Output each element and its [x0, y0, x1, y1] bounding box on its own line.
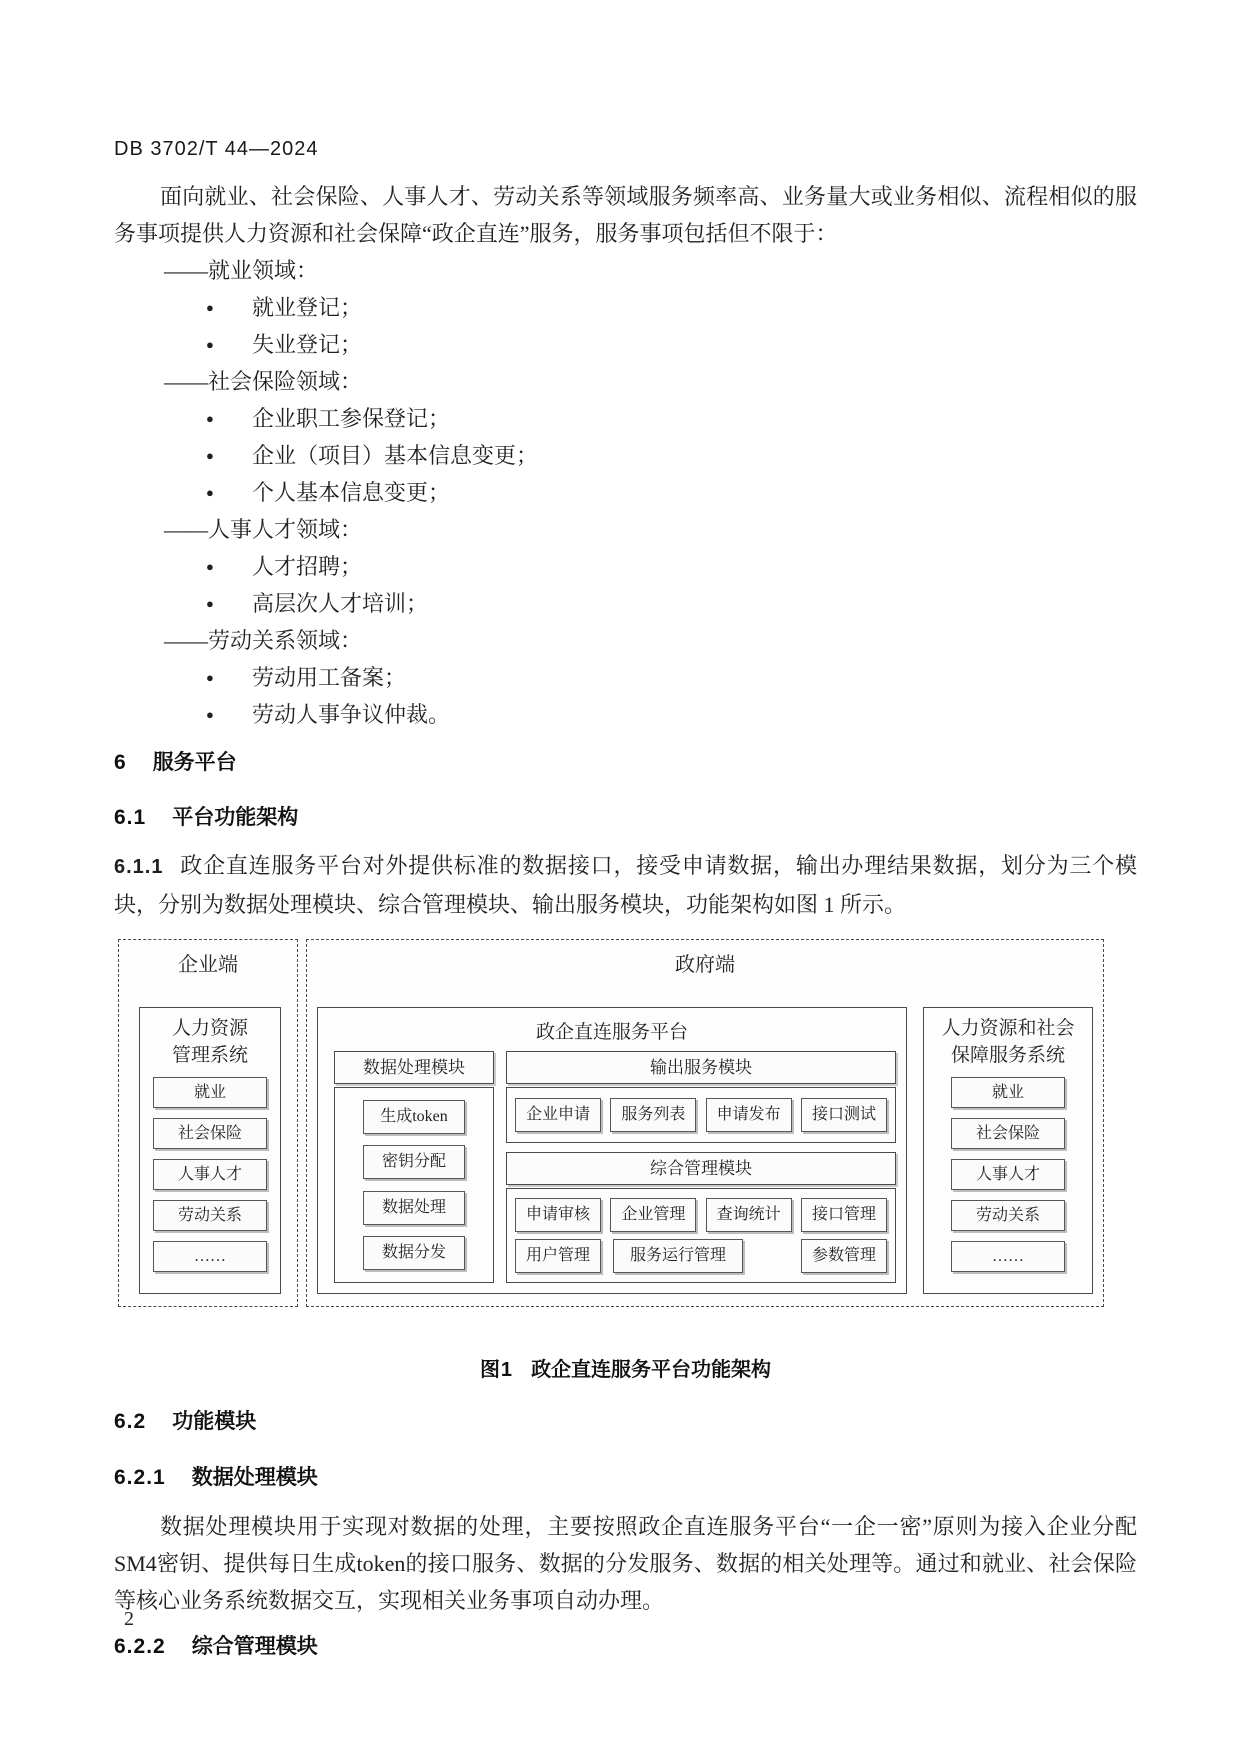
hr-management-system-title: 人力资源 管理系统	[171, 1018, 248, 1066]
ent-item-personnel-talent: 人事人才	[153, 1159, 267, 1190]
direct-connect-platform-box	[317, 1007, 907, 1294]
mgmt-row-2	[515, 1239, 887, 1273]
item-user-mgmt: 用户管理	[515, 1239, 601, 1273]
output-service-module-header: 输出服务模块	[506, 1051, 896, 1084]
output-service-module-body	[506, 1087, 896, 1143]
list-item-bullet: ● 个人基本信息变更；	[114, 474, 1137, 511]
list-item-bullet: ● 失业登记；	[114, 326, 1137, 363]
bullet-icon: ●	[206, 411, 214, 426]
list-item-bullet: ● 高层次人才培训；	[114, 585, 1137, 622]
list-item-bullet: ● 人才招聘；	[114, 548, 1137, 585]
item-parameter-mgmt: 参数管理	[801, 1239, 887, 1273]
item-apply-review: 申请审核	[515, 1198, 601, 1232]
gov-item-employment: 就业	[951, 1077, 1065, 1108]
section-heading-6-2-1: 6.2.1 数据处理模块	[114, 1466, 318, 1489]
list-item-bullet: ● 企业职工参保登记；	[114, 400, 1137, 437]
page-number: 2	[124, 1608, 134, 1630]
list-item-bullet: ● 企业（项目）基本信息变更；	[114, 437, 1137, 474]
standard-number-header: DB 3702/T 44—2024	[114, 138, 319, 160]
platform-body	[318, 1051, 906, 1293]
hr-social-security-system-box	[923, 1007, 1093, 1294]
government-side-content	[307, 980, 1103, 1306]
section-heading-6-2: 6.2 功能模块	[114, 1410, 257, 1433]
item-data-distribution: 数据分发	[363, 1236, 465, 1270]
gov-item-ellipsis: ……	[951, 1241, 1065, 1272]
item-interface-test: 接口测试	[801, 1098, 887, 1132]
bullet-icon: ●	[206, 559, 214, 574]
comprehensive-mgmt-module-body	[506, 1188, 896, 1283]
bullet-icon: ●	[206, 596, 214, 611]
paragraph-6-2-1: 数据处理模块用于实现对数据的处理，主要按照政企直连服务平台“一企一密”原则为接入企业分配SM4密钥、提供每日生成token的接口服务、数据的分发服务、数据的相关处理等。通过和就业、社会保险等核心业务系统数据交互，实现相关业务事项自动办理。	[114, 1514, 1137, 1613]
output-service-module	[506, 1051, 896, 1143]
bullet-icon: ●	[206, 448, 214, 463]
figure-1-architecture-diagram	[118, 939, 1104, 1307]
data-processing-module-body	[334, 1087, 494, 1283]
enterprise-side-title: 企业端	[178, 954, 238, 976]
service-items-list	[114, 252, 1137, 733]
list-item-dash: ——人事人才领域：	[164, 517, 363, 542]
bullet-icon: ●	[206, 707, 214, 722]
item-key-distribution: 密钥分配	[363, 1145, 465, 1179]
comprehensive-mgmt-module	[506, 1152, 896, 1283]
intro-paragraph: 面向就业、社会保险、人事人才、劳动关系等领域服务频率高、业务量大或业务相似、流程相似的服务事项提供人力资源和社会保障“政企直连”服务，服务事项包括但不限于：	[114, 184, 1137, 246]
enterprise-side-panel	[118, 939, 298, 1307]
section-heading-6-1: 6.1 平台功能架构	[114, 806, 299, 829]
gov-item-social-insurance: 社会保险	[951, 1118, 1065, 1149]
hr-management-system-box	[139, 1007, 281, 1294]
bullet-icon: ●	[206, 485, 214, 500]
ent-item-labor-relations: 劳动关系	[153, 1200, 267, 1231]
item-apply-publish: 申请发布	[706, 1098, 792, 1132]
item-generate-token: 生成token	[363, 1100, 465, 1134]
clause-number: 6.1.1	[114, 856, 164, 878]
hr-social-security-system-title: 人力资源和社会 保障服务系统	[941, 1018, 1075, 1066]
list-item-dash: ——劳动关系领域：	[164, 628, 363, 653]
ent-item-ellipsis: ……	[153, 1241, 267, 1272]
list-item-bullet: ● 劳动人事争议仲裁。	[114, 696, 1137, 733]
ent-item-employment: 就业	[153, 1077, 267, 1108]
item-data-processing: 数据处理	[363, 1191, 465, 1225]
government-side-panel	[306, 939, 1104, 1307]
bullet-icon: ●	[206, 300, 214, 315]
mgmt-row-1	[515, 1198, 887, 1232]
government-side-title: 政府端	[675, 954, 735, 976]
bullet-icon: ●	[206, 670, 214, 685]
list-item-dash: ——就业领域：	[164, 258, 319, 283]
platform-title: 政企直连服务平台	[535, 1022, 688, 1043]
item-interface-mgmt: 接口管理	[801, 1198, 887, 1232]
clause-6-1-1: 6.1.1 政企直连服务平台对外提供标准的数据接口，接受申请数据，输出办理结果数据，划分为三个模块，分别为数据处理模块、综合管理模块、输出服务模块，功能架构如图 1 所示。	[114, 853, 1137, 917]
list-item-bullet: ● 劳动用工备案；	[114, 659, 1137, 696]
section-heading-6-2-2: 6.2.2 综合管理模块	[114, 1635, 318, 1658]
item-service-operation-mgmt: 服务运行管理	[613, 1239, 743, 1273]
data-processing-module	[334, 1051, 494, 1283]
item-enterprise-mgmt: 企业管理	[610, 1198, 696, 1232]
item-enterprise-apply: 企业申请	[515, 1098, 601, 1132]
gov-item-labor-relations: 劳动关系	[951, 1200, 1065, 1231]
item-service-list: 服务列表	[610, 1098, 696, 1132]
right-module-stack	[506, 1051, 896, 1283]
list-item-dash: ——社会保险领域：	[164, 369, 363, 394]
gov-item-personnel-talent: 人事人才	[951, 1159, 1065, 1190]
data-processing-module-header: 数据处理模块	[334, 1051, 494, 1084]
item-query-statistics: 查询统计	[706, 1198, 792, 1232]
ent-item-social-insurance: 社会保险	[153, 1118, 267, 1149]
figure-1-caption: 图1 政企直连服务平台功能架构	[479, 1359, 772, 1381]
list-item-bullet: ● 就业登记；	[114, 289, 1137, 326]
bullet-icon: ●	[206, 337, 214, 352]
section-heading-6: 6 服务平台	[114, 751, 237, 774]
comprehensive-mgmt-module-header: 综合管理模块	[506, 1152, 896, 1185]
